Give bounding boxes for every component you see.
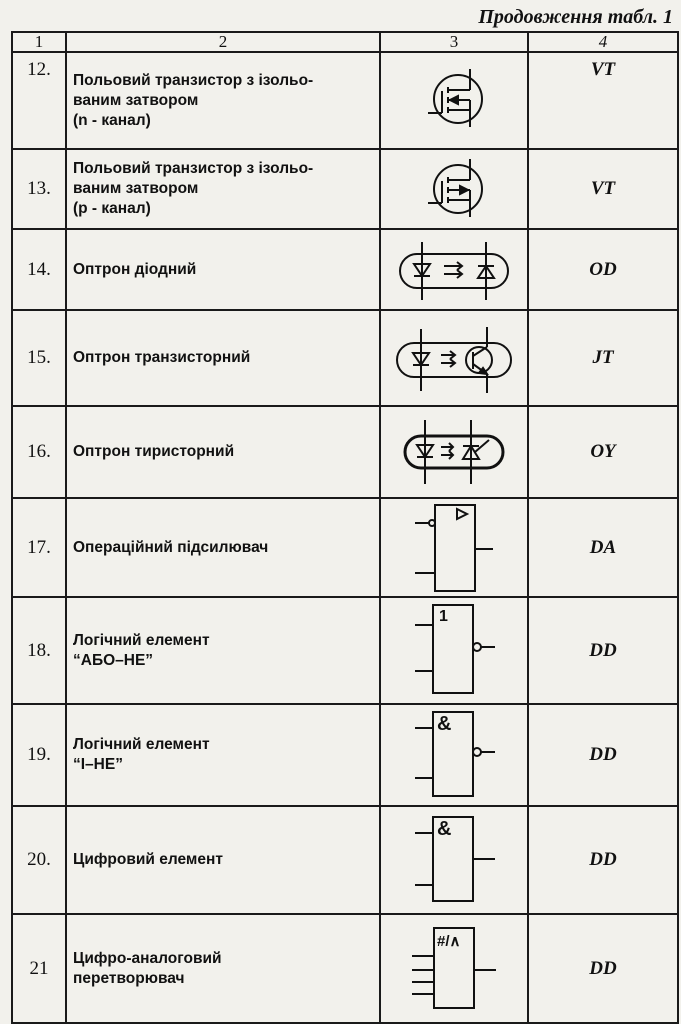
row-name: Польовий транзистор з ізольо- ваним затвором (p - канал) [66,149,380,229]
table-row [12,52,678,149]
header-col-4: 4 [528,32,678,52]
row-designation: OY [528,406,678,498]
mosfet-p-channel-icon [414,154,494,224]
transistor-optocoupler-icon [391,319,517,397]
row-number: 19. [12,704,66,806]
thyristor-optocoupler-icon [399,416,509,488]
row-symbol [380,914,528,1023]
row-symbol [380,310,528,406]
row-symbol [380,498,528,597]
row-designation: VT [528,52,678,149]
row-symbol [380,52,528,149]
row-name: Польовий транзистор з ізольо- ваним затвором (n - канал) [66,52,380,149]
nor-gate-icon [409,601,499,701]
nand-gate-icon [409,708,499,802]
svg-text:&: & [437,818,452,840]
row-designation: DD [528,597,678,704]
header-col-1: 1 [12,32,66,52]
row-number: 18. [12,597,66,704]
table-row [12,498,678,597]
row-number: 13. [12,149,66,229]
row-name: Цифро-аналоговий перетворювач [66,914,380,1023]
row-number: 17. [12,498,66,597]
row-name: Операційний підсилювач [66,498,380,597]
row-name: Логічний елемент “АБО–НЕ” [66,597,380,704]
header-row [12,32,678,52]
svg-text:1: 1 [439,607,448,625]
row-name: Цифровий елемент [66,806,380,914]
row-symbol [380,149,528,229]
row-designation: DD [528,914,678,1023]
row-symbol [380,406,528,498]
header-col-2: 2 [66,32,380,52]
table-row [12,229,678,310]
table-row [12,310,678,406]
row-symbol [380,229,528,310]
row-designation: JT [528,310,678,406]
row-number: 12. [12,52,66,149]
row-number: 14. [12,229,66,310]
svg-text:#/∧: #/∧ [437,932,461,950]
row-number: 16. [12,406,66,498]
dac-icon [406,924,502,1014]
diode-optocoupler-icon [394,238,514,302]
row-name: Оптрон тиристорний [66,406,380,498]
table-row [12,806,678,914]
mosfet-n-channel-icon [414,61,494,141]
row-designation: VT [528,149,678,229]
row-designation: OD [528,229,678,310]
op-amp-icon [409,501,499,595]
row-designation: DA [528,498,678,597]
table-caption: Продовження табл. 1 [478,6,673,28]
row-name: Оптрон транзисторний [66,310,380,406]
row-symbol [380,806,528,914]
row-number: 20. [12,806,66,914]
digital-element-icon [409,813,499,907]
row-designation: DD [528,806,678,914]
row-symbol [380,597,528,704]
table-row [12,597,678,704]
component-table [11,31,679,1024]
svg-text:&: & [437,713,452,735]
row-name: Оптрон діодний [66,229,380,310]
header-col-3: 3 [380,32,528,52]
row-number: 15. [12,310,66,406]
row-name: Логічний елемент “І–НЕ” [66,704,380,806]
row-number: 21 [12,914,66,1023]
table-row [12,704,678,806]
table-row [12,406,678,498]
table-row [12,914,678,1023]
row-symbol [380,704,528,806]
table-row [12,149,678,229]
row-designation: DD [528,704,678,806]
